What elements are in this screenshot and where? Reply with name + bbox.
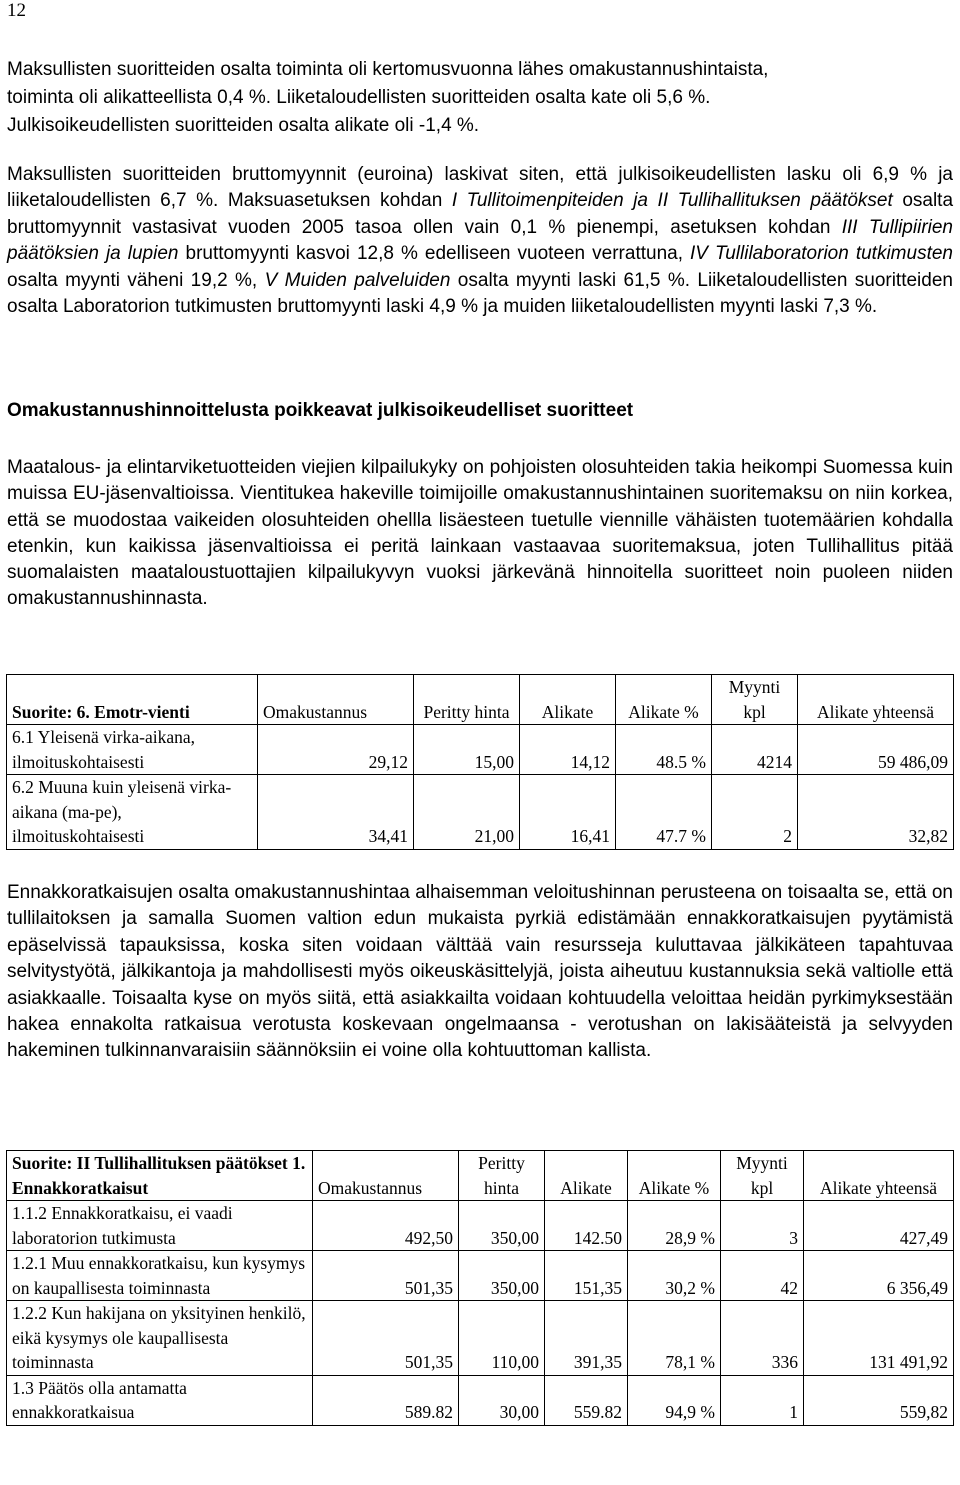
- paragraph-4: Ennakkoratkaisujen osalta omakustannushintaa alhaisemman veloitushinnan perusteena on toisaalta se, että on tullilaitoksen ja samalla Suomen valtion edun mukaista pyrkiä edistämään ennakkoratkaisujen pyytämistä epäselvissä tapauksissa, koska siten voidaan välttää vain resursseja kuluttavaa jälkikäteen tapahtuvaa selvitystyötä, jälkikantoja ja mahdollisesti myös oikeuskäsittelyjä, joista aiheutuu kustannuksia sekä valtiolle että asiakkaalle. Toisaalta kyse on myös siitä, että asiakkailta voidaan kohtuudella veloittaa heidän pyrkimyksestään hakea ennakolta ratkaisua verotusta koskevaan ongelmaansa - verotushan on lakisääteistä ja selvyyden hakeminen tulkinnanvaraisiin säännöksiin ei voine olla kohtuuttoman kallista.: [7, 882, 953, 1062]
- table-title: Suorite: II Tullihallituksen päätökset 1. Ennakkoratkaisut: [7, 1151, 313, 1201]
- cell-omakustannus: 501,35: [313, 1301, 459, 1376]
- cell-alikate-yhteensa: 131 491,92: [804, 1301, 954, 1376]
- cell-myynti-kpl: 3: [721, 1201, 804, 1251]
- cell-alikate-yhteensa: 59 486,09: [798, 725, 954, 775]
- cell-peritty-hinta: 21,00: [414, 775, 520, 850]
- paragraph-1-line-1: Maksullisten suoritteiden osalta toiminta oli kertomusvuonna lähes omakustannushintaista,: [7, 59, 769, 80]
- cell-peritty-hinta: 110,00: [459, 1301, 545, 1376]
- cell-alikate-percent: 28,9 %: [628, 1201, 721, 1251]
- cell-peritty-hinta: 350,00: [459, 1251, 545, 1301]
- cell-alikate-yhteensa: 6 356,49: [804, 1251, 954, 1301]
- cell-peritty-hinta: 350,00: [459, 1201, 545, 1251]
- cell-alikate-percent: 48.5 %: [616, 725, 712, 775]
- row-name: 6.2 Muuna kuin yleisenä virka-aikana (ma-pe), ilmoituskohtaisesti: [7, 775, 258, 850]
- cell-myynti-kpl: 42: [721, 1251, 804, 1301]
- table-row: [7, 725, 954, 775]
- row-name: 1.2.2 Kun hakijana on yksityinen henkilö, eikä kysymys ole kaupallisesta toiminnasta: [7, 1301, 313, 1376]
- cell-alikate-percent: 78,1 %: [628, 1301, 721, 1376]
- cell-myynti-kpl: 2: [712, 775, 798, 850]
- table-row: [7, 1251, 954, 1301]
- cell-alikate-yhteensa: 427,49: [804, 1201, 954, 1251]
- cell-alikate-yhteensa: 32,82: [798, 775, 954, 850]
- header-alikate: Alikate: [520, 675, 616, 725]
- paragraph-2-text-5: osalta myynti laski 61,5 %. Liiketaloudellisten suoritteiden osalta Laboratorion tutkimusten bruttomyynti laski 4,9 % ja muiden liiketaloudellisten myynti laski 7,3 %.: [7, 269, 953, 318]
- paragraph-1-line-3: Julkisoikeudellisten suoritteiden osalta alikate oli -1,4 %.: [7, 115, 480, 136]
- paragraph-2-italic-2: III Tullipiirien päätöksien ja lupien: [7, 216, 953, 265]
- cell-alikate-percent: 47.7 %: [616, 775, 712, 850]
- cell-omakustannus: 501,35: [313, 1251, 459, 1301]
- header-myynti-kpl: Myynti kpl: [712, 675, 798, 725]
- header-alikate-percent: Alikate %: [616, 675, 712, 725]
- paragraph-2-text-1: Maksullisten suoritteiden bruttomyynnit (euroina) laskivat siten, että julkisoikeudellisten lasku oli 6,9 % ja liiketaloudellisten 6,7 %. Maksuasetuksen kohdan: [7, 164, 953, 212]
- table-header-row: [7, 1151, 954, 1201]
- header-alikate-percent: Alikate %: [628, 1151, 721, 1201]
- cell-omakustannus: 34,41: [258, 775, 414, 850]
- section-heading: Omakustannushinnoittelusta poikkeavat julkisoikeudelliset suoritteet: [7, 400, 634, 421]
- page-number: 12: [7, 0, 26, 21]
- paragraph-3: Maatalous- ja elintarviketuotteiden viejien kilpailukyky on pohjoisten olosuhteiden takia heikompi Suomessa kuin muissa EU-jäsenvaltioissa. Vientitukea hakeville toimijoille omakustannushintainen suoritemaksu on niin korkea, että se muodostaa vaikeiden olosuhteiden ohellla lisäesteen tuetulle viennille vähäisten tuotemäärien kohdalla etenkin, kun kaikissa jäsenvaltioissa ei peritä lainkaan vastaavaa suoritemaksua, joten Tullihallitus pitää suomalaisten maataloustuottajien kilpailukyvyn vuoksi järkevänä hinnoitella suoritteet noin puoleen niiden omakustannushinnasta.: [7, 457, 953, 610]
- row-name: 1.1.2 Ennakkoratkaisu, ei vaadi laboratorion tutkimusta: [7, 1201, 313, 1251]
- cell-myynti-kpl: 1: [721, 1375, 804, 1425]
- paragraph-2-text-3: bruttomyynti kasvoi 12,8 % edelliseen vuoteen verrattuna,: [178, 243, 691, 265]
- cell-peritty-hinta: 30,00: [459, 1375, 545, 1425]
- header-omakustannus: Omakustannus: [258, 675, 414, 725]
- paragraph-2: [7, 162, 953, 320]
- paragraph-2-italic-3: IV Tullilaboratorion tutkimusten: [690, 243, 953, 265]
- header-alikate-yhteensa: Alikate yhteensä: [804, 1151, 954, 1201]
- cell-alikate: 559.82: [545, 1375, 628, 1425]
- header-alikate-yhteensa: Alikate yhteensä: [798, 675, 954, 725]
- cell-alikate: 14,12: [520, 725, 616, 775]
- header-peritty-hinta: Peritty hinta: [459, 1151, 545, 1201]
- header-peritty-hinta: Peritty hinta: [414, 675, 520, 725]
- table-title: Suorite: 6. Emotr-vienti: [7, 675, 258, 725]
- paragraph-2-italic-4: V Muiden palveluiden: [264, 269, 451, 291]
- cell-omakustannus: 492,50: [313, 1201, 459, 1251]
- cell-omakustannus: 29,12: [258, 725, 414, 775]
- cell-alikate-percent: 30,2 %: [628, 1251, 721, 1301]
- table-row: [7, 1375, 954, 1425]
- cell-alikate: 151,35: [545, 1251, 628, 1301]
- header-myynti-kpl: Myynti kpl: [721, 1151, 804, 1201]
- paragraph-2-text-2: osalta bruttomyynnit vastasivat vuoden 2005 tasoa ollen vain 0,1 % pienempi, asetuksen kohdan: [7, 190, 954, 238]
- table-row: [7, 1201, 954, 1251]
- cell-alikate: 142.50: [545, 1201, 628, 1251]
- cell-myynti-kpl: 4214: [712, 725, 798, 775]
- row-name: 1.3 Päätös olla antamatta ennakkoratkaisua: [7, 1375, 313, 1425]
- cell-alikate: 16,41: [520, 775, 616, 850]
- table-emotr-vienti: [6, 674, 954, 850]
- paragraph-1: [7, 56, 953, 140]
- cell-peritty-hinta: 15,00: [414, 725, 520, 775]
- table-header-row: [7, 675, 954, 725]
- row-name: 1.2.1 Muu ennakkoratkaisu, kun kysymys on kaupallisesta toiminnasta: [7, 1251, 313, 1301]
- table-row: [7, 1301, 954, 1376]
- cell-myynti-kpl: 336: [721, 1301, 804, 1376]
- header-omakustannus: Omakustannus: [313, 1151, 459, 1201]
- cell-alikate-percent: 94,9 %: [628, 1375, 721, 1425]
- cell-omakustannus: 589.82: [313, 1375, 459, 1425]
- paragraph-2-italic-1: I Tullitoimenpiteiden ja II Tullihallituksen päätökset: [451, 190, 893, 212]
- row-name: 6.1 Yleisenä virka-aikana, ilmoituskohtaisesti: [7, 725, 258, 775]
- header-alikate: Alikate: [545, 1151, 628, 1201]
- paragraph-2-text-4: osalta myynti väheni 19,2 %,: [7, 269, 265, 291]
- cell-alikate-yhteensa: 559,82: [804, 1375, 954, 1425]
- table-ennakkoratkaisut: [6, 1150, 954, 1426]
- table-row: [7, 775, 954, 850]
- paragraph-1-line-2: toiminta oli alikatteellista 0,4 %. Liiketaloudellisten suoritteiden osalta kate oli 5,6 %.: [7, 87, 711, 108]
- cell-alikate: 391,35: [545, 1301, 628, 1376]
